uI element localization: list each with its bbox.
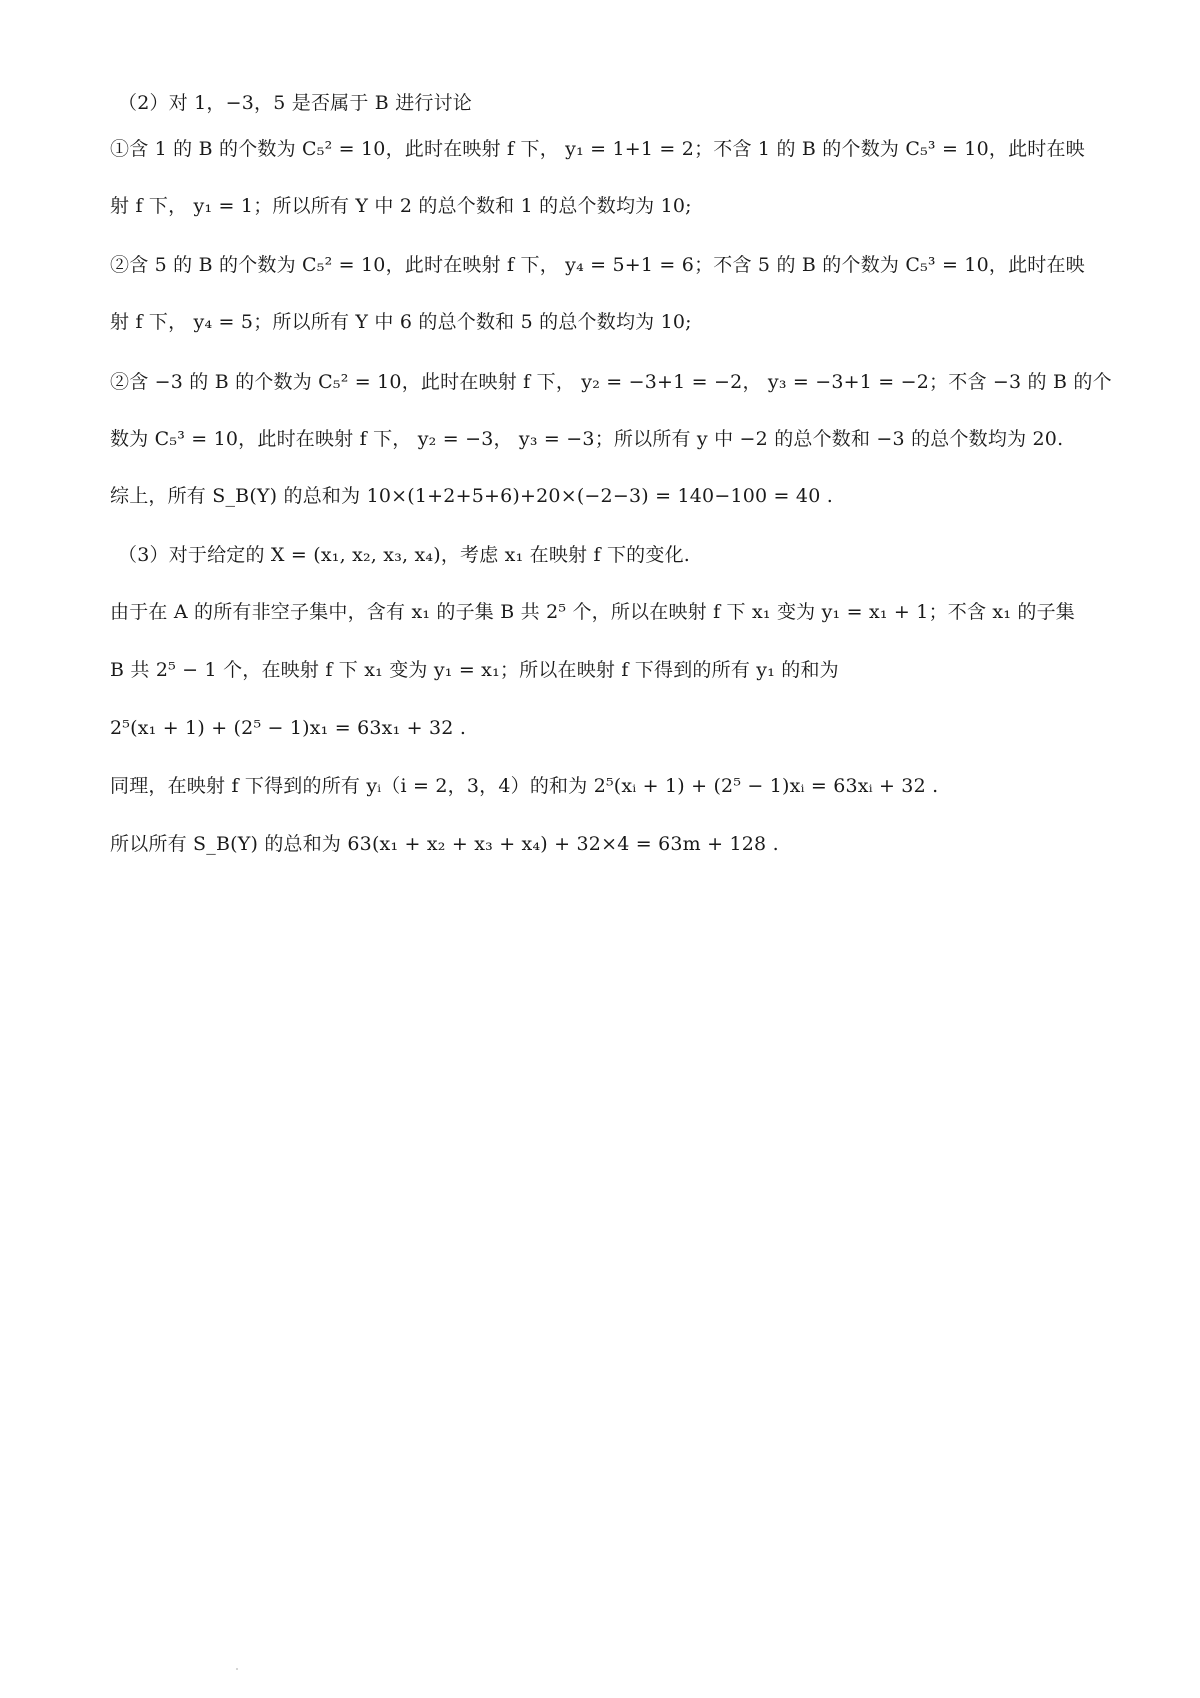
case-1-line-2: 射 f 下， y₁ = 1；所以所有 Y 中 2 的总个数和 1 的总个数均为 10;	[110, 195, 692, 217]
case-5-line-2: 射 f 下， y₄ = 5；所以所有 Y 中 6 的总个数和 5 的总个数均为 10;	[110, 311, 692, 333]
case-neg3-line-1: ②含 −3 的 B 的个数为 C₅² = 10，此时在映射 f 下， y₂ = −3+1 = −2， y₃ = −3+1 = −2；不含 −3 的 B 的个	[110, 371, 1112, 393]
case-neg3-line-2: 数为 C₅³ = 10，此时在映射 f 下， y₂ = −3， y₃ = −3；所以所有 y 中 −2 的总个数和 −3 的总个数均为 20.	[110, 428, 1064, 450]
part-3-general: 同理，在映射 f 下得到的所有 yᵢ（i = 2，3，4）的和为 2⁵(xᵢ + 1) + (2⁵ − 1)xᵢ = 63xᵢ + 32 .	[110, 775, 939, 797]
case-5-line-1: ②含 5 的 B 的个数为 C₅² = 10，此时在映射 f 下， y₄ = 5+1 = 6；不含 5 的 B 的个数为 C₅³ = 10，此时在映	[110, 254, 1085, 276]
case-1-line-1: ①含 1 的 B 的个数为 C₅² = 10，此时在映射 f 下， y₁ = 1+1 = 2；不含 1 的 B 的个数为 C₅³ = 10，此时在映	[110, 138, 1085, 160]
part-2-heading: （2）对 1，−3，5 是否属于 B 进行讨论	[118, 92, 472, 114]
part-3-formula: 2⁵(x₁ + 1) + (2⁵ − 1)x₁ = 63x₁ + 32 .	[110, 717, 467, 739]
part-3-heading: （3）对于给定的 X = (x₁, x₂, x₃, x₄)，考虑 x₁ 在映射 f 下的变化.	[118, 544, 691, 566]
summary-part-2: 综上，所有 S_B(Y) 的总和为 10×(1+2+5+6)+20×(−2−3) = 140−100 = 40 .	[110, 485, 833, 507]
scan-speck	[236, 1668, 238, 1670]
part-3-conclusion: 所以所有 S_B(Y) 的总和为 63(x₁ + x₂ + x₃ + x₄) + 32×4 = 63m + 128 .	[110, 833, 779, 855]
part-3-line-2: B 共 2⁵ − 1 个，在映射 f 下 x₁ 变为 y₁ = x₁；所以在映射 f 下得到的所有 y₁ 的和为	[110, 659, 839, 681]
part-3-line-1: 由于在 A 的所有非空子集中，含有 x₁ 的子集 B 共 2⁵ 个，所以在映射 f 下 x₁ 变为 y₁ = x₁ + 1；不含 x₁ 的子集	[110, 601, 1075, 623]
